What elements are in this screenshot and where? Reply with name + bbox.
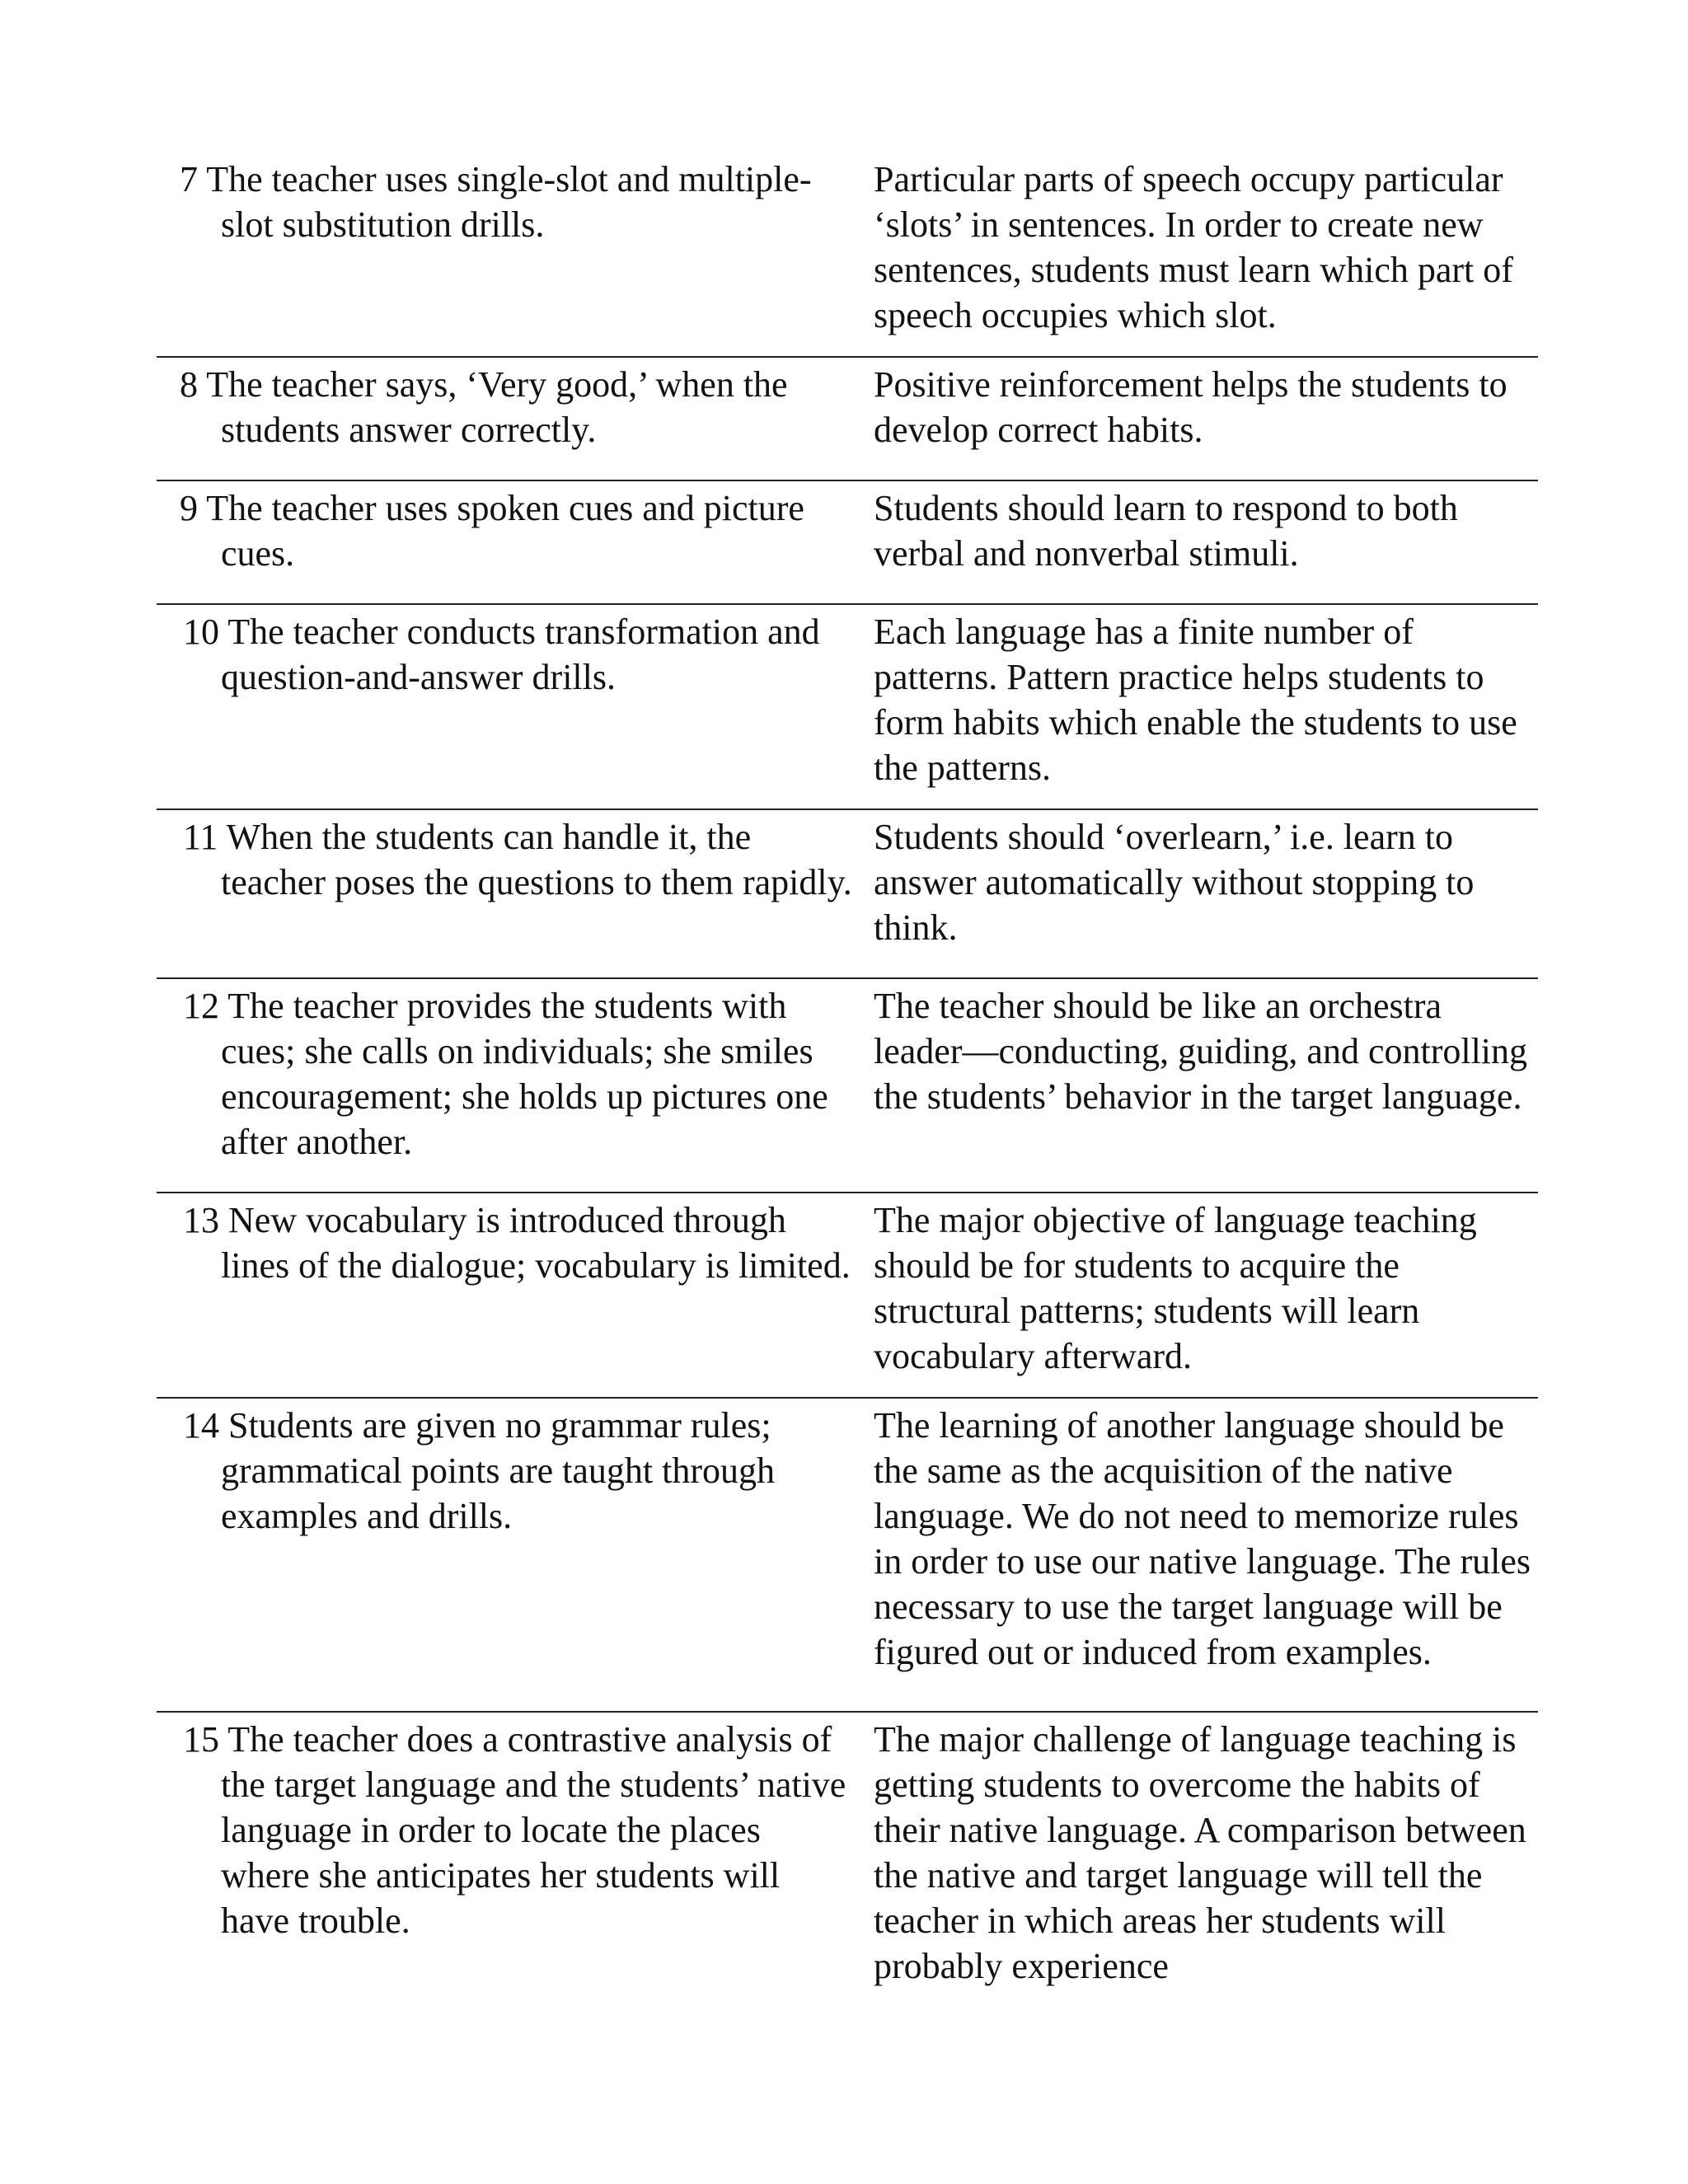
table-row bbox=[157, 480, 1538, 604]
principle-text: The major challenge of language teaching is getting students to overcome the habits of their native language. A comparison between the native and target language will tell the teacher in which areas her students will probably experience bbox=[874, 1719, 1526, 1986]
principle-text: The teacher should be like an orchestra leader—conducting, guiding, and controlling the students’ behavior in the target language. bbox=[874, 986, 1528, 1117]
technique-cell bbox=[157, 1712, 860, 1989]
technique-text: The teacher provides the students with cues; she calls on individuals; she smiles encouragement; she holds up pictures one after another. bbox=[221, 986, 828, 1162]
technique-text: Students are given no grammar rules; grammatical points are taught through examples and drills. bbox=[221, 1405, 776, 1536]
technique-cell bbox=[157, 157, 860, 357]
table-row bbox=[157, 809, 1538, 978]
principle-text: Positive reinforcement helps the students to develop correct habits. bbox=[874, 364, 1507, 450]
row-number: 10 bbox=[183, 612, 219, 652]
principle-cell bbox=[860, 1712, 1538, 1989]
principle-cell bbox=[860, 978, 1538, 1193]
row-number: 13 bbox=[183, 1200, 219, 1240]
table-row bbox=[157, 1712, 1538, 1989]
document-page bbox=[157, 157, 1531, 1989]
principle-text: The major objective of language teaching should be for students to acquire the structural patterns; students will learn vocabulary afterward. bbox=[874, 1200, 1477, 1376]
technique-text: The teacher uses spoken cues and picture cues. bbox=[206, 488, 804, 574]
principle-text: Each language has a finite number of patterns. Pattern practice helps students to form habits which enable the students to use the patterns. bbox=[874, 612, 1517, 788]
table-row bbox=[157, 357, 1538, 480]
row-number: 7 bbox=[180, 159, 198, 199]
technique-cell bbox=[157, 1398, 860, 1712]
row-number: 9 bbox=[180, 488, 198, 528]
principle-text: Students should ‘overlearn,’ i.e. learn to answer automatically without stopping to think. bbox=[874, 817, 1475, 948]
table-row bbox=[157, 978, 1538, 1193]
row-number: 8 bbox=[180, 364, 198, 405]
technique-cell bbox=[157, 480, 860, 604]
technique-cell bbox=[157, 1193, 860, 1398]
table-row bbox=[157, 1398, 1538, 1712]
technique-cell bbox=[157, 809, 860, 978]
principle-cell bbox=[860, 1398, 1538, 1712]
principle-cell bbox=[860, 157, 1538, 357]
principle-cell bbox=[860, 809, 1538, 978]
row-number: 11 bbox=[183, 817, 218, 857]
technique-text: The teacher conducts transformation and question-and-answer drills. bbox=[221, 612, 820, 697]
principle-cell bbox=[860, 480, 1538, 604]
table-row bbox=[157, 604, 1538, 809]
principle-text: The learning of another language should be the same as the acquisition of the native language. We do not need to memorize rules in order to use our native language. The rules necessary to use the target language will be figured out or induced from examples. bbox=[874, 1405, 1531, 1672]
principle-text: Particular parts of speech occupy particular ‘slots’ in sentences. In order to create new sentences, students must learn which part of speech occupies which slot. bbox=[874, 159, 1513, 335]
principle-cell bbox=[860, 357, 1538, 480]
technique-cell bbox=[157, 604, 860, 809]
technique-text: When the students can handle it, the teacher poses the questions to them rapidly. bbox=[221, 817, 852, 902]
row-number: 14 bbox=[183, 1405, 219, 1446]
row-number: 12 bbox=[183, 986, 219, 1026]
principle-cell bbox=[860, 1193, 1538, 1398]
technique-cell bbox=[157, 978, 860, 1193]
techniques-principles-table bbox=[157, 157, 1538, 1989]
technique-text: The teacher does a contrastive analysis of the target language and the students’ native language in order to locate the places where she anticipates her students will have trouble. bbox=[221, 1719, 846, 1941]
technique-cell bbox=[157, 357, 860, 480]
table-row bbox=[157, 1193, 1538, 1398]
principle-cell bbox=[860, 604, 1538, 809]
technique-text: The teacher uses single-slot and multiple-slot substitution drills. bbox=[206, 159, 812, 245]
row-number: 15 bbox=[183, 1719, 219, 1760]
table-row bbox=[157, 157, 1538, 357]
technique-text: The teacher says, ‘Very good,’ when the students answer correctly. bbox=[206, 364, 788, 450]
principle-text: Students should learn to respond to both verbal and nonverbal stimuli. bbox=[874, 488, 1458, 574]
technique-text: New vocabulary is introduced through lines of the dialogue; vocabulary is limited. bbox=[221, 1200, 851, 1286]
